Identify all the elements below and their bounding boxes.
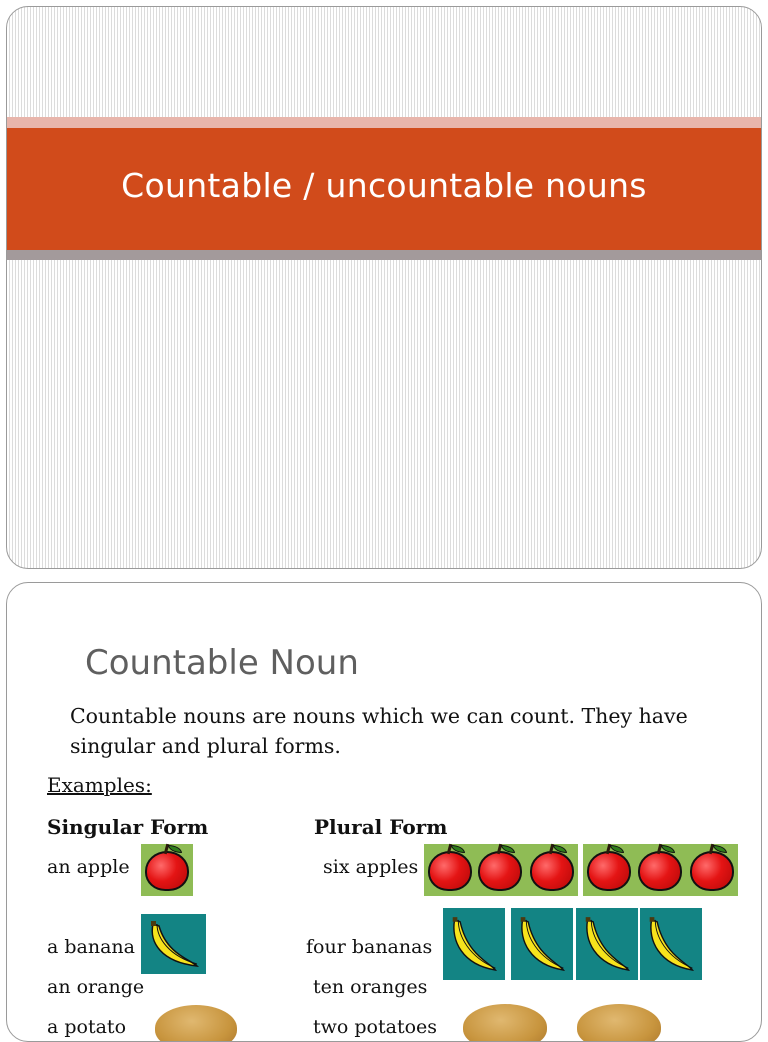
banana-icon (511, 908, 573, 980)
apple-icon (141, 844, 193, 896)
apple-icon (686, 844, 738, 896)
plural-oranges: ten oranges (313, 976, 428, 998)
singular-orange: an orange (47, 976, 145, 998)
apple-icon (474, 844, 526, 896)
singular-potato: a potato (47, 1016, 127, 1038)
singular-form-header: Singular Form (47, 815, 209, 839)
plural-form-header: Plural Form (314, 815, 448, 839)
singular-apple: an apple (47, 856, 130, 878)
apple-icon (526, 844, 578, 896)
banana-icon (443, 908, 505, 980)
title-slide (6, 6, 762, 569)
plural-apples: six apples (323, 856, 419, 878)
singular-banana: a banana (47, 936, 135, 958)
slide-description: Countable nouns are nouns which we can count. They have singular and plural forms. (70, 704, 688, 758)
apple-icon (583, 844, 635, 896)
potato-icon (577, 1004, 661, 1042)
potato-icon (463, 1004, 547, 1042)
plural-bananas: four bananas (306, 936, 433, 958)
slide-title: Countable / uncountable nouns (121, 165, 647, 205)
plural-potatoes: two potatoes (313, 1016, 438, 1038)
title-band-bottom-stripe (7, 250, 761, 260)
slide-heading: Countable Noun (85, 643, 359, 683)
examples-label: Examples: (47, 773, 152, 797)
apple-icon (424, 844, 476, 896)
countable-noun-slide (6, 582, 762, 1042)
title-band (7, 128, 761, 250)
banana-icon (576, 908, 638, 980)
title-band-top-stripe (7, 117, 761, 128)
banana-icon (640, 908, 702, 980)
banana-icon (141, 914, 206, 974)
apple-icon (634, 844, 686, 896)
